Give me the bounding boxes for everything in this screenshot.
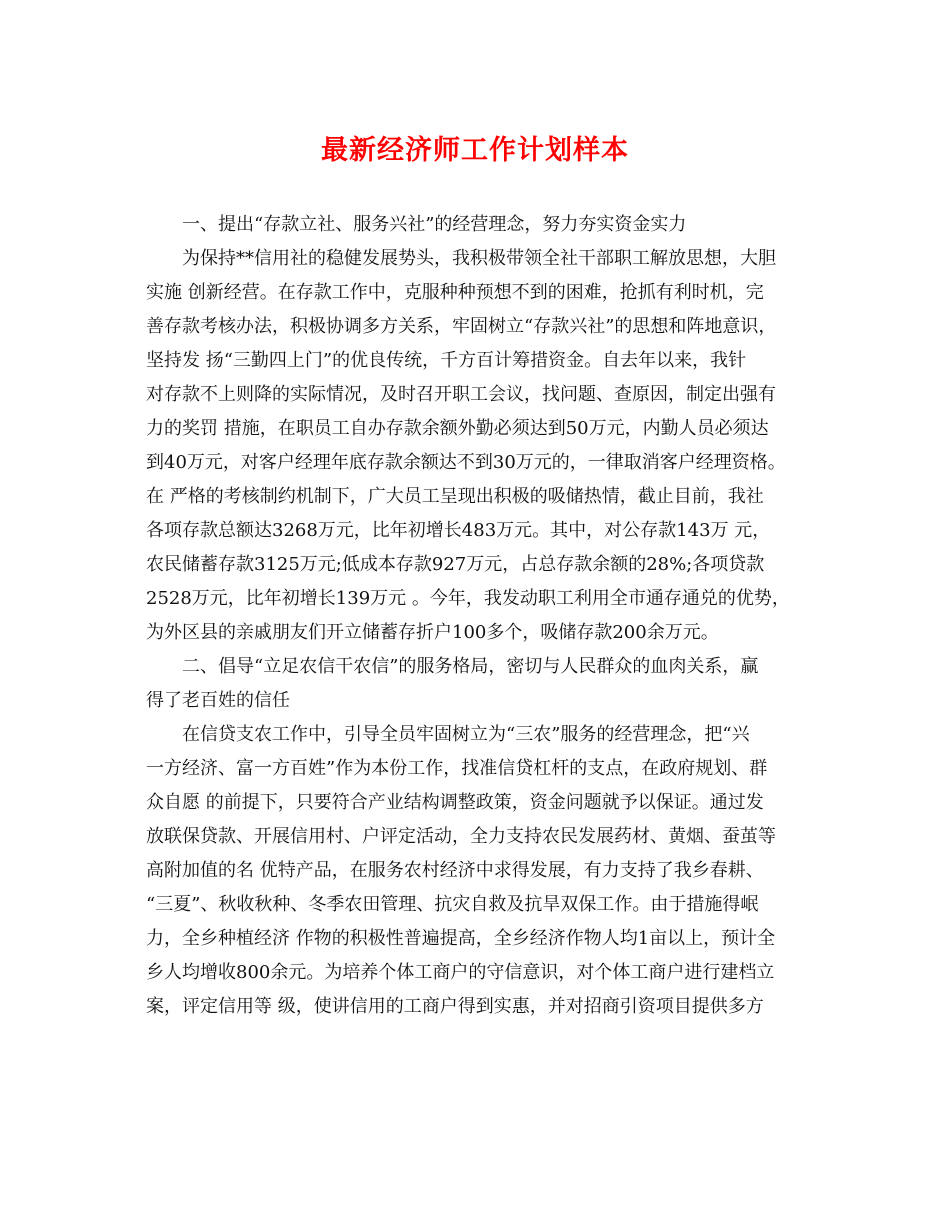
paragraph-line: 2528万元，比年初增长139万元 。今年，我发动职工利用全市通存通兑的优势， xyxy=(146,588,790,609)
paragraph-line: 力，全乡种植经济 作物的积极性普遍提高，全乡经济作物人均1亩以上，预计全 xyxy=(146,928,776,949)
paragraph-line: 各项存款总额达3268万元，比年初增长483万元。其中，对公存款143万 元， xyxy=(146,520,771,541)
paragraph-line: 力的奖罚 措施，在职员工自办存款余额外勤必须达到50万元，内勤人员必须达 xyxy=(146,418,769,439)
paragraph-line: 一方经济、富一方百姓”作为本份工作，找准信贷杠杆的支点，在政府规划、群 xyxy=(146,758,768,779)
section-heading-2: 二、倡导“立足农信干农信”的服务格局，密切与人民群众的血肉关系，赢 xyxy=(182,656,759,677)
paragraph-line: 到40万元，对客户经理年底存款余额达不到30万元的，一律取消客户经理资格。 xyxy=(146,452,786,473)
paragraph-line: 乡人均增收800余元。为培养个体工商户的守信意识，对个体工商户进行建档立 xyxy=(146,962,775,983)
paragraph-line: 案，评定信用等 级，使讲信用的工商户得到实惠，并对招商引资项目提供多方 xyxy=(146,996,764,1017)
paragraph-line: 放联保贷款、开展信用村、户评定活动，全力支持农民发展药材、黄烟、蚕茧等 xyxy=(146,826,776,847)
paragraph-line: 为保持**信用社的稳健发展势头，我积极带领全社干部职工解放思想，大胆 xyxy=(182,248,776,269)
section-heading-2-cont: 得了老百姓的信任 xyxy=(146,690,290,711)
section-heading-1: 一、提出“存款立社、服务兴社”的经营理念，努力夯实资金实力 xyxy=(182,214,687,235)
paragraph-line: 农民储蓄存款3125万元;低成本存款927万元，占总存款余额的28%;各项贷款 xyxy=(146,554,765,575)
document-body xyxy=(146,208,806,1024)
paragraph-line: 为外区县的亲戚朋友们开立储蓄存折户100多个，吸储存款200余万元。 xyxy=(146,622,719,643)
paragraph-line: 坚持发 扬“三勤四上门”的优良传统，千方百计筹措资金。自去年以来，我针 xyxy=(146,350,747,371)
paragraph-line: 实施 创新经营。在存款工作中，克服种种预想不到的困难，抢抓有利时机，完 xyxy=(146,282,764,303)
paragraph-line: 在 严格的考核制约机制下，广大员工呈现出积极的吸储热情，截止目前，我社 xyxy=(146,486,764,507)
document-title: 最新经济师工作计划样本 xyxy=(321,135,629,166)
paragraph-line: “三夏”、秋收秋种、冬季农田管理、抗灾自救及抗旱双保工作。由于措施得岷 xyxy=(146,894,759,915)
paragraph-line: 对存款不上则降的实际情况，及时召开职工会议，找问题、查原因，制定出强有 xyxy=(146,384,776,405)
paragraph-line: 众自愿 的前提下，只要符合产业结构调整政策，资金问题就予以保证。通过发 xyxy=(146,792,764,813)
paragraph-line: 善存款考核办法，积极协调多方关系，牢固树立“存款兴社”的思想和阵地意识， xyxy=(146,316,777,337)
paragraph-line: 高附加值的名 优特产品，在服务农村经济中求得发展，有力支持了我乡春耕、 xyxy=(146,860,764,881)
paragraph-line: 在信贷支农工作中，引导全员牢固树立为“三农”服务的经营理念，把“兴 xyxy=(182,724,750,745)
